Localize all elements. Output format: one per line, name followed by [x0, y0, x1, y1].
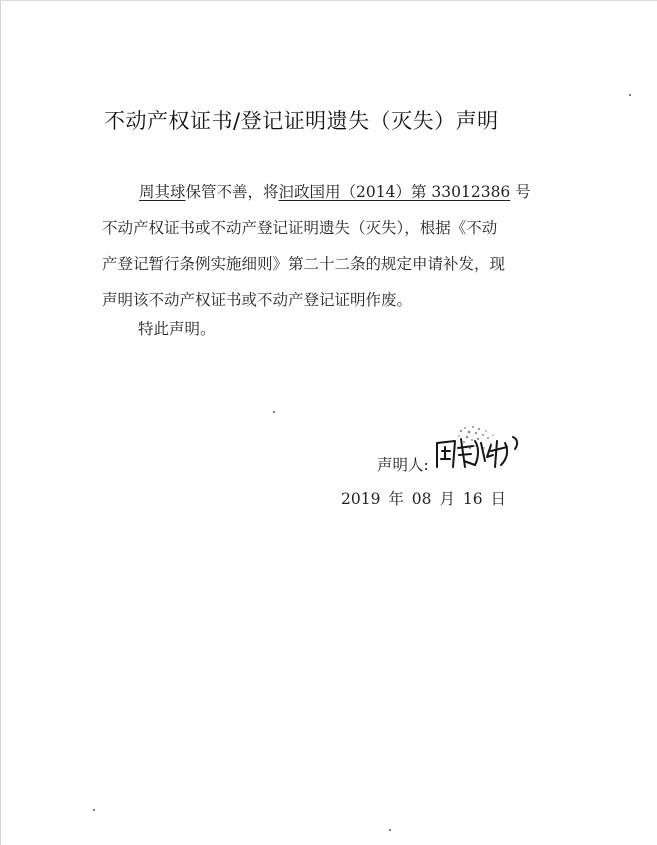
statement-line-2: 不动产权证书或不动产登记证明遗失（灭失），根据《不动 — [102, 219, 498, 237]
scan-speck — [93, 809, 95, 811]
statement-line-4: 声明该不动产权证书或不动产登记证明作废。 — [102, 291, 413, 309]
statement-text-1b: 号 — [510, 183, 531, 201]
document-title: 不动产权证书/登记证明遗失（灭失）声明 — [104, 109, 499, 133]
scan-speck — [273, 411, 275, 413]
statement-line-3: 产登记暂行条例实施细则》第二十二条的规定申请补发，现 — [102, 255, 506, 273]
scan-speck — [629, 94, 631, 96]
certificate-reference: 汩政国用（2014）第 33012386 — [278, 183, 511, 201]
closing-statement: 特此声明。 — [138, 320, 216, 338]
declarant-name: 周其球 — [139, 183, 186, 201]
statement-date: 2019 年 08 月 16 日 — [341, 490, 507, 508]
handwritten-signature — [431, 421, 531, 479]
statement-text-1a: 保管不善，将 — [185, 183, 279, 201]
statement-body — [102, 174, 572, 318]
statement-line-1 — [102, 174, 572, 210]
scan-speck — [389, 829, 391, 831]
declarant-label: 声明人: — [377, 456, 429, 474]
